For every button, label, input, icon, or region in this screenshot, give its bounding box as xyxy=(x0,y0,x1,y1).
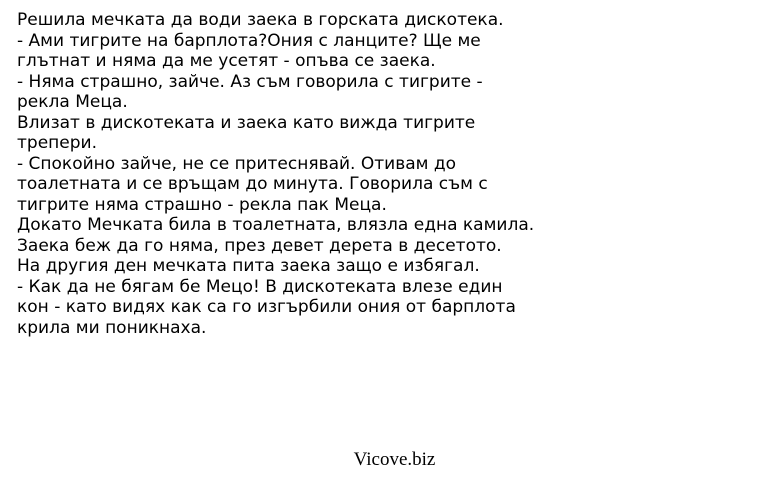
joke-line: Заека беж да го няма, през девет дерета в десетото. xyxy=(17,235,502,256)
joke-line: трепери. xyxy=(17,133,97,153)
joke-text xyxy=(17,10,762,338)
joke-line: рекла Меца. xyxy=(17,92,128,112)
joke-line: Влизат в дискотеката и заека като вижда тигрите xyxy=(17,112,476,133)
joke-line: - Спокойно зайче, не се притеснявай. Отивам до xyxy=(17,153,457,174)
joke-line: На другия ден мечката пита заека защо е избягал. xyxy=(17,256,480,276)
joke-line: кон - като видях как са го изгърбили ония от барплота xyxy=(17,297,516,317)
joke-line: тоалетната и се връщам до минута. Говорила съм с xyxy=(17,174,488,194)
joke-line: - Няма страшно, зайче. Аз съм говорила с тигрите - xyxy=(17,71,483,92)
site-watermark: Vicove.biz xyxy=(353,449,436,470)
joke-line: тигрите няма страшно - рекла пак Меца. xyxy=(17,194,387,215)
joke-line: Докато Мечката била в тоалетната, влязла една камила. xyxy=(17,215,535,235)
joke-line: глътнат и няма да ме усетят - опъва се заека. xyxy=(17,51,436,71)
joke-line: - Как да не бягам бе Мецо! В дискотеката влезе един xyxy=(17,276,503,297)
joke-line: - Ами тигрите на барплота?Ония с ланците? Ще ме xyxy=(17,30,481,51)
joke-line: Решила мечката да води заека в горската дискотека. xyxy=(17,10,504,30)
joke-line: крила ми поникнаха. xyxy=(17,317,207,338)
